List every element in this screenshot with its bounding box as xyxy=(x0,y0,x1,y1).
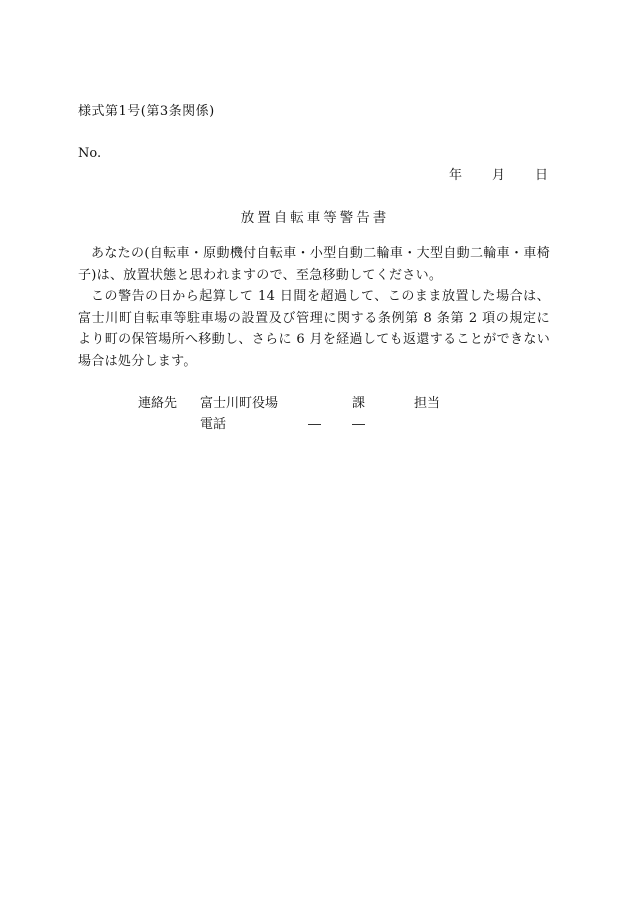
date-line xyxy=(449,164,548,183)
contact-row-phone xyxy=(138,414,518,435)
date-day: 日 xyxy=(534,168,548,183)
contact-section: 課 xyxy=(352,396,366,411)
phone-dash-2: ― xyxy=(352,417,365,432)
contact-office: 富士川町役場 xyxy=(200,396,279,411)
phone-dash-1: ― xyxy=(308,417,321,432)
paragraph-1: あなたの(自転車・原動機付自転車・小型自動二輪車・大型自動二輪車・車椅子)は、放置状態と思われますので、至急移動してください。 xyxy=(78,246,550,283)
document-title: 放置自転車等警告書 xyxy=(240,210,390,226)
contact-label: 連絡先 xyxy=(138,396,178,411)
paragraph-2: この警告の日から起算して 14 日間を超過して、このまま放置した場合は、富士川町自転車等駐車場の設置及び管理に関する条例第 8 条第 2 項の規定により町の保管場所へ移動し、さらに 6 月を経過しても返還することができない場合は処分します。 xyxy=(78,289,550,369)
date-year: 年 xyxy=(448,168,462,183)
document-number-label: No. xyxy=(78,146,102,161)
contact-phone-label: 電話 xyxy=(200,417,227,432)
contact-block xyxy=(138,393,518,435)
form-number: 様式第1号(第3条関係) xyxy=(78,104,215,119)
contact-row-office xyxy=(138,393,518,414)
contact-person: 担当 xyxy=(414,396,441,411)
date-month: 月 xyxy=(491,168,505,183)
body-text xyxy=(78,243,550,372)
